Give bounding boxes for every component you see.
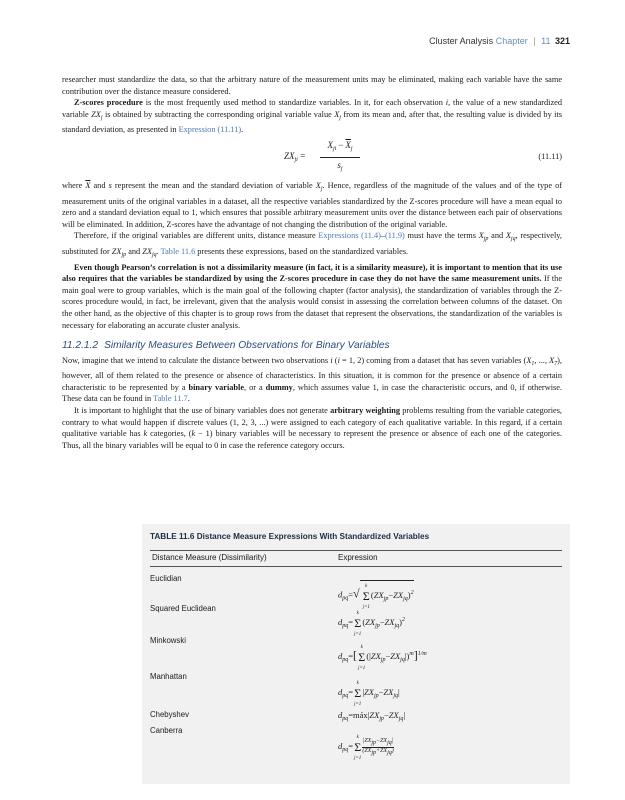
paragraph-1: researcher must standardize the data, so that the arbitrary nature of the measurement units may be eliminated, making each variable have the same contribution over the distance measure considered. [62, 75, 562, 96]
link-expression-11-11[interactable]: Expression (11.11) [178, 125, 242, 135]
pearson-note: Even though Pearson’s correlation is not a dissimilarity measure (in fact, it is a similarity measure), it is important to mention that its use also requires that the variables be standardized by using the Z-scores procedure in case they do not have the same measurement units. [62, 262, 562, 284]
paragraph-7: It is important to highlight that the use of binary variables does not generate arbitrary weighting problems resulting from the variable categories, contrary to what would happen if discrete values (1, 2, 3, ...) were assigned to each category of each qualitative variable. In this regard, if a certain qualitative variable has k categories, (k − 1) binary variables will be necessary to represent the presence or absence of each one of the categories. Thus, all the binary variables will be equal to 0 in case the reference category occurs. [62, 406, 563, 450]
term-zscores: Z-scores procedure [74, 98, 143, 108]
paragraph-6: Now, imagine that we intend to calculate the distance between two observations i (i = 1, 2) coming from a dataset that has seven variables ($X_1$, ..., $X_7$), however, all of them related to the presence or absence of characteristics. In this situation, it is common for the presence or absence of a certain characteristic to be represented by a binary variable, or a dummy, which assumes value 1, in case the characteristic occurs, and 0, if otherwise. These data can be found in Table 11.7. [62, 355, 562, 404]
link-expression-11-4[interactable]: Expressions (11.4) [318, 231, 381, 241]
header-book-title: Cluster Analysis [429, 36, 494, 46]
link-table-11-7[interactable]: Table 11.7 [153, 394, 188, 404]
expr-minkowski: $d_{pq}=[k$ Σ $j=1(|ZX_{jp}-ZX_{jq}|)^m]^{1/m}$ [338, 645, 427, 671]
expr-squared-euclidean: $d_{pq}=k$ Σ $j=1(ZX_{jp}-ZX_{jq})^2$ [338, 611, 405, 637]
column-header-expression: Expression [338, 553, 378, 562]
table-caption: TABLE 11.6 Distance Measure Expressions With Standardized Variables [150, 532, 430, 541]
section-heading [62, 340, 562, 352]
expr-euclidian: $d_{pq}=√$ k Σ $j=1(ZX_{jp}-ZX_{jq})^2$ [338, 580, 414, 611]
paragraph-3: where $\overline{X}$ and s represent the mean and the standard deviation of variable $X_j$. Hence, regardless of the magnitude of the values and of the type of measurement units of the original variables in a dataset, all the respective variables standardized by the Z-scores procedure will have a mean equal to zero and a standard deviation equal to 1, which ensures that possible arbitrary measurement units over the distance between each pair of observations will be eliminated. In addition, Z-scores have the advantage of not changing the distribution of the original variable. [62, 180, 562, 229]
running-header [429, 36, 570, 46]
paragraph-4: Therefore, if the original variables are different units, distance measure Expressions (11.4)–(11.9) must have the terms $X_{jp}$ and $X_{jq}$, respectively, substituted for $ZX_{jp}$ and $ZX_{jq}$. Table 11.6 presents these expressions, based on the standardized variables. [62, 231, 562, 258]
section-number: 11.2.1.2 [62, 340, 99, 352]
zscore-fraction: $X_{ji} - \overline{X}_j$ $s_j$ [320, 140, 360, 175]
header-chapter: Chapter [495, 36, 528, 46]
main-text [62, 74, 562, 451]
link-table-11-6[interactable]: Table 11.6 [160, 246, 196, 256]
column-header-measure: Distance Measure (Dissimilarity) [152, 553, 267, 562]
expr-manhattan: $d_{pq}=k$ Σ $j=1|ZX_{jp}-ZX_{jq}|$ [338, 681, 400, 707]
equation-11-11: $ZX_{ji}$ = $X_{ji} - \overline{X}_j$ $s_j$ (11.11) [62, 138, 562, 178]
expr-canberra: $d_{pq}=k$ Σ j=1 |ZXjp−ZXjq| (ZXjp+ZXjq) [338, 735, 394, 761]
link-expression-11-9[interactable]: (11.9) [385, 231, 405, 241]
table-11-6: TABLE 11.6 Distance Measure Expressions With Standardized Variables Distance Measure (Dissimilarity) Expression Euclidian $d_{pq}=√$ k Σ $j=1(ZX_{jp}-ZX_{jq})^2$ Squared Euclidean $d_{pq}=k$ Σ $j=1(ZX_{jp}-ZX_{jq})^2$ Minkowski $d_{pq}=[k$ Σ $j=1(|ZX_{jp}-ZX_{jq}|)^m]^{1/m}$ Manhattan $d_{pq}=k$ Σ $j=1|ZX_{jp}-ZX_{jq}|$ Chebyshev $d_{pq}=máx|ZX_{jp}-ZX_{jq}|$ Canberra $d_{pq}=k$ Σ j=1 |ZXjp−ZXjq| (ZXjp+ZXjq) [142, 524, 570, 784]
paragraph-2: Z-scores procedure is the most frequently used method to standardize variables. In it, for each observation i, the value of a new standardized variable $ZX_j$ is obtained by subtracting the corresponding original variable value $X_j$ from its mean and, after that, the resulting value is divided by its standard deviation, as presented in Expression (11.11). [62, 98, 562, 135]
header-chapter-number: 11 [541, 36, 551, 46]
section-title: Similarity Measures Between Observations for Binary Variables [104, 340, 390, 352]
expr-chebyshev: $d_{pq}=máx|ZX_{jp}-ZX_{jq}|$ [338, 710, 406, 722]
paragraph-5: Even though Pearson’s correlation is not a dissimilarity measure (in fact, it is a similarity measure), it is important to mention that its use also requires that the variables be standardized by using the Z-scores procedure in case they do not have the same measurement units. If the main goal were to group variables, which is the main goal of the following chapter (factor analysis), the standardization of variables through the Z-scores procedure would, in fact, be irrelevant, given that the analysis would consist in assessing the correlation between columns of the dataset. On the other hand, as the objective of this chapter is to group rows from the dataset that represent the observations, the standardization of the variables is necessary for elaborating an accurate cluster analysis. [62, 262, 562, 330]
page-number: 321 [554, 36, 570, 46]
header-separator: | [533, 36, 536, 46]
equation-number: (11.11) [538, 151, 562, 161]
table-header-row [150, 550, 562, 567]
